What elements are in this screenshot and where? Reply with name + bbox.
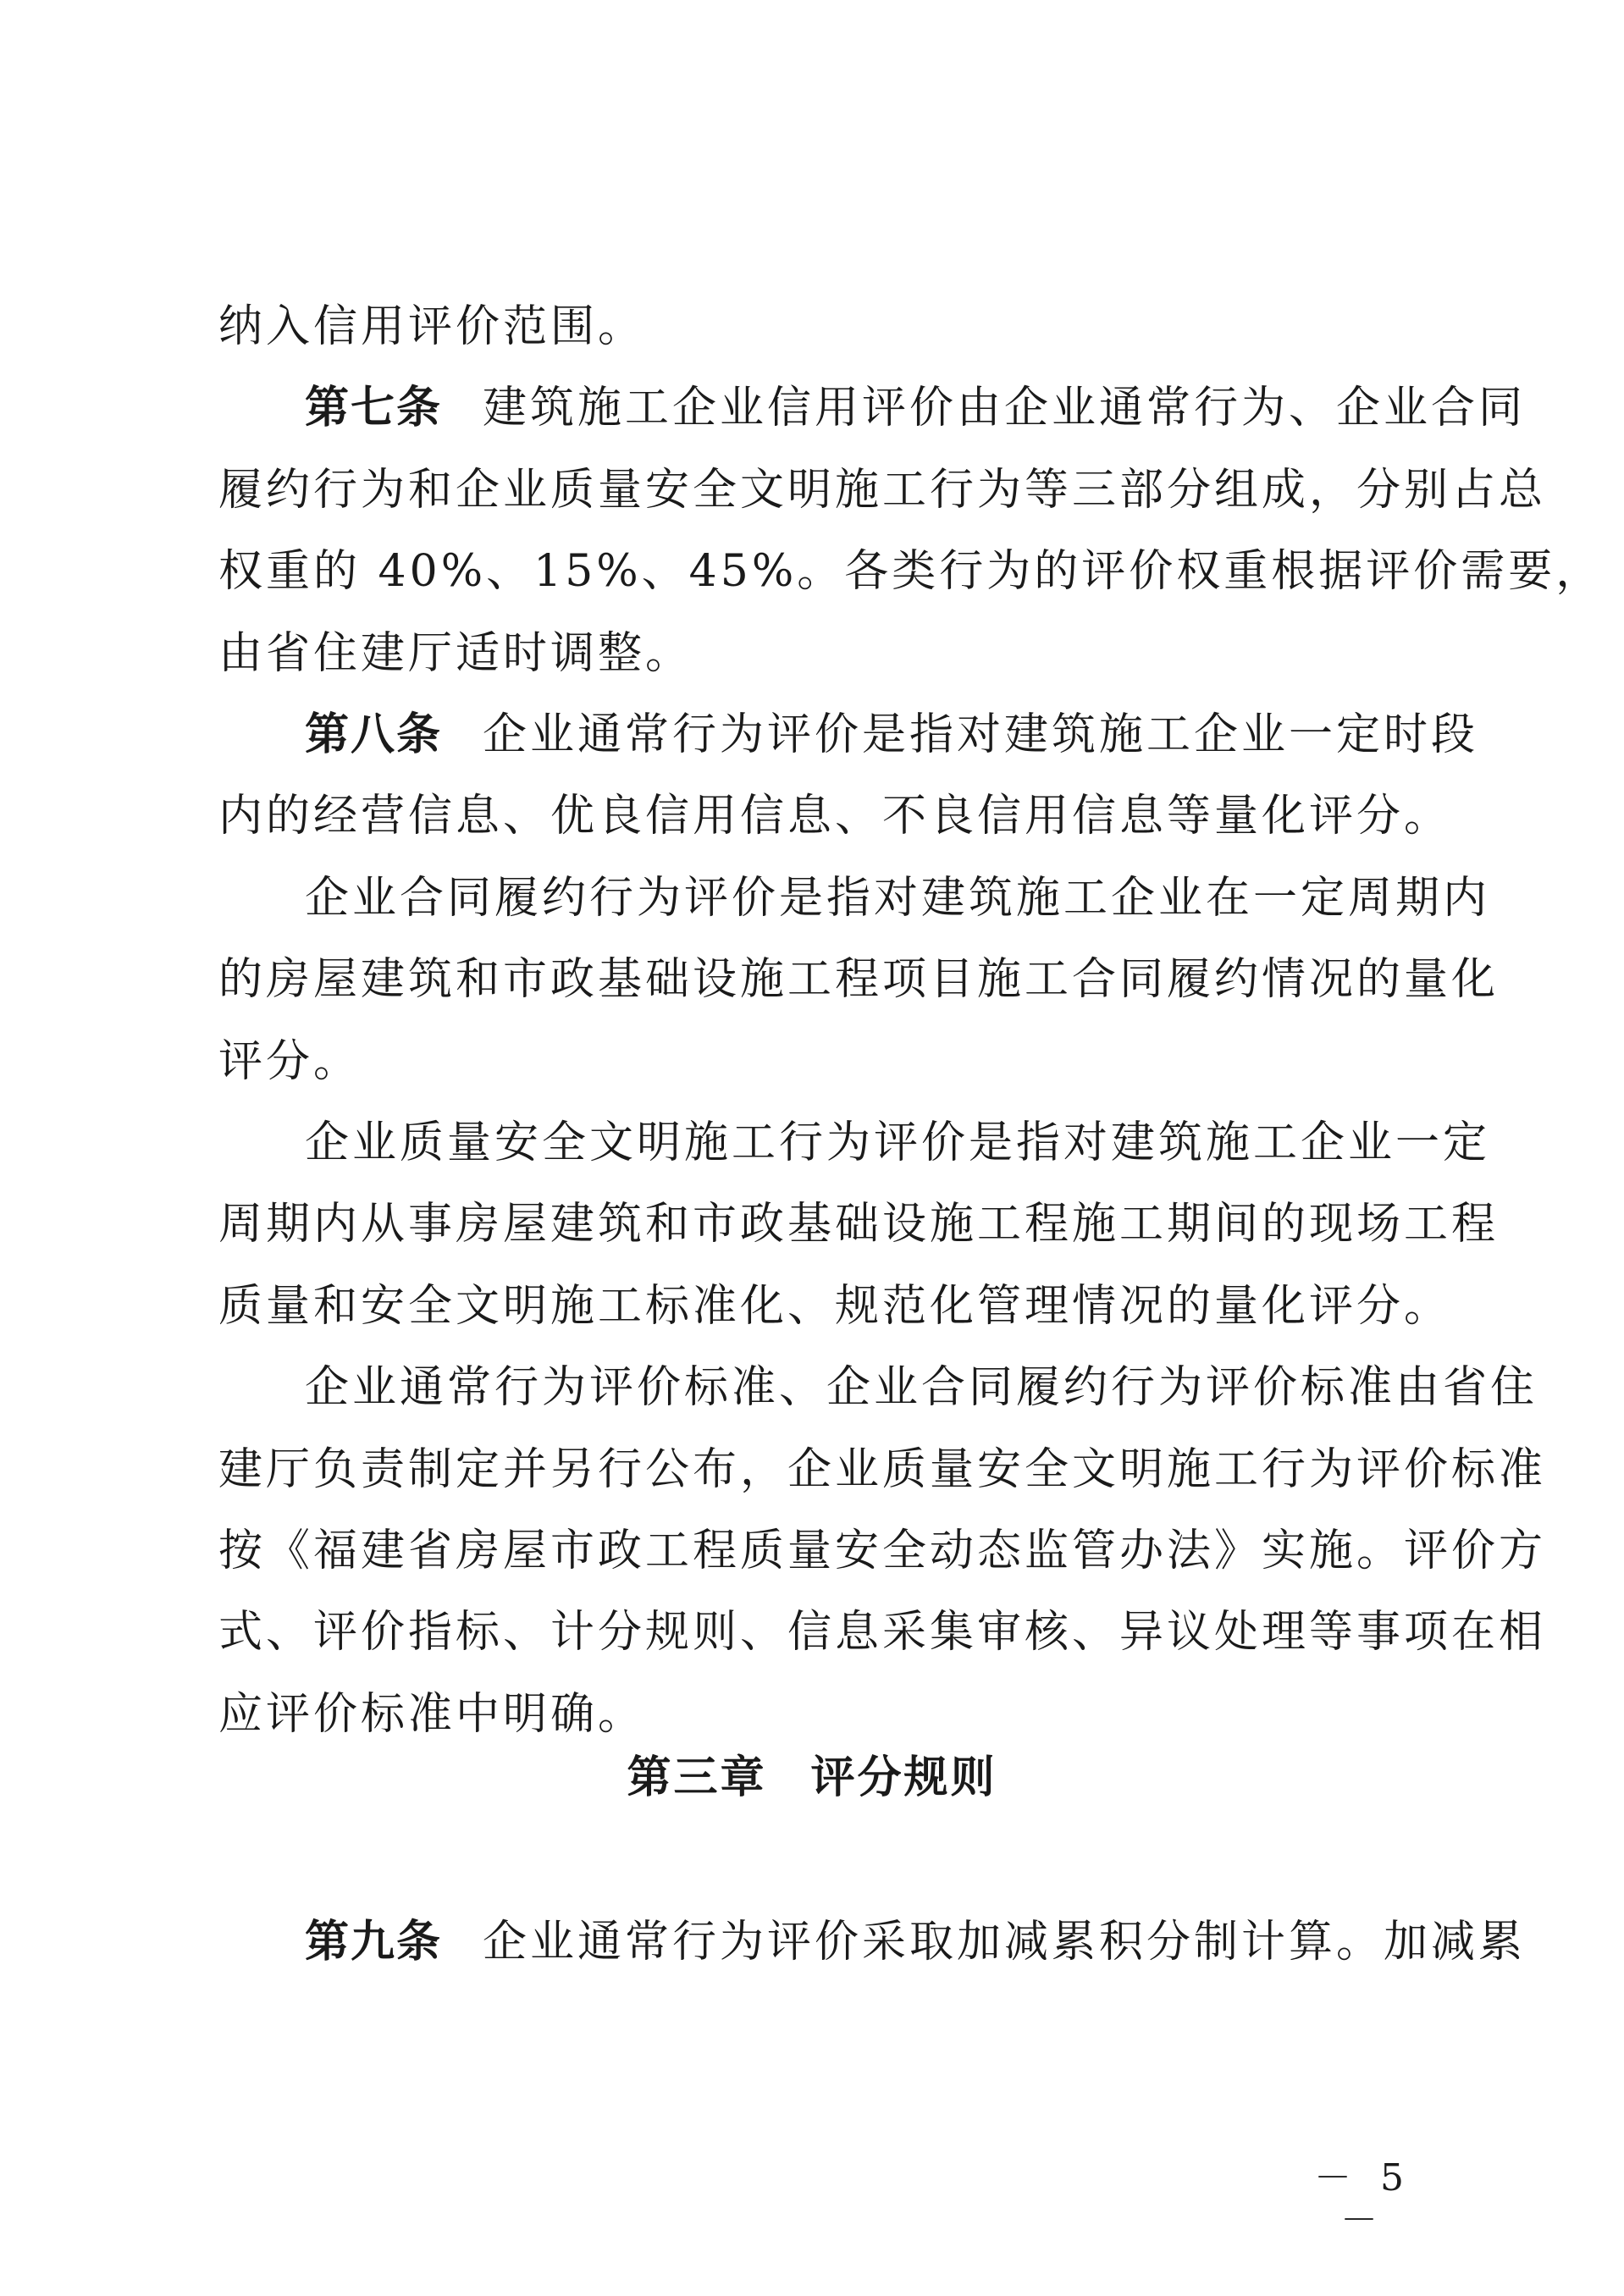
paragraph-line: 履约行为和企业质量安全文明施工行为等三部分组成，分别占总 [218, 465, 1547, 516]
paragraph-line: 式、评价指标、计分规则、信息采集审核、异议处理等事项在相 [218, 1607, 1547, 1658]
article-7-first-line [305, 383, 1527, 433]
article-8-text: 企业通常行为评价是指对建筑施工企业一定时段 [483, 709, 1479, 760]
article-9-text: 企业通常行为评价采取加减累积分制计算。加减累 [483, 1917, 1527, 1968]
article-9-number: 第九条 [305, 1917, 443, 1968]
paragraph-line: 纳入信用评价范围。 [218, 301, 646, 352]
chapter-number: 第三章 [627, 1752, 767, 1803]
paragraph-line: 由省住建厅适时调整。 [218, 628, 693, 679]
paragraph-line: 周期内从事房屋建筑和市政基础设施工程施工期间的现场工程 [218, 1199, 1500, 1250]
paragraph-line: 的房屋建筑和市政基础设施工程项目施工合同履约情况的量化 [218, 954, 1500, 1005]
paragraph-line: 评分。 [218, 1036, 362, 1087]
paragraph-line: 应评价标准中明确。 [218, 1689, 646, 1740]
paragraph-line: 按《福建省房屋市政工程质量安全动态监管办法》实施。评价方 [218, 1526, 1547, 1576]
article-7-text: 建筑施工企业信用评价由企业通常行为、企业合同 [483, 383, 1527, 433]
chapter-title: 评分规则 [810, 1752, 997, 1803]
article-7-number: 第七条 [305, 383, 443, 433]
paragraph-line: 企业通常行为评价标准、企业合同履约行为评价标准由省住 [305, 1362, 1538, 1413]
article-8-first-line [305, 709, 1479, 760]
article-9-first-line [305, 1917, 1527, 1968]
page-number: － 5 － [1314, 2156, 1412, 2242]
paragraph-line: 质量和安全文明施工标准化、规范化管理情况的量化评分。 [218, 1281, 1452, 1332]
article-8-number: 第八条 [305, 709, 443, 760]
paragraph-line: 内的经营信息、优良信用信息、不良信用信息等量化评分。 [218, 791, 1452, 842]
paragraph-line: 权重的 40%、15%、45%。各类行为的评价权重根据评价需要， [218, 546, 1604, 597]
chapter-heading [0, 1752, 1624, 1803]
paragraph-line: 企业合同履约行为评价是指对建筑施工企业在一定周期内 [305, 873, 1491, 924]
paragraph-line: 建厅负责制定并另行公布，企业质量安全文明施工行为评价标准 [218, 1444, 1547, 1495]
paragraph-line: 企业质量安全文明施工行为评价是指对建筑施工企业一定 [305, 1118, 1491, 1168]
